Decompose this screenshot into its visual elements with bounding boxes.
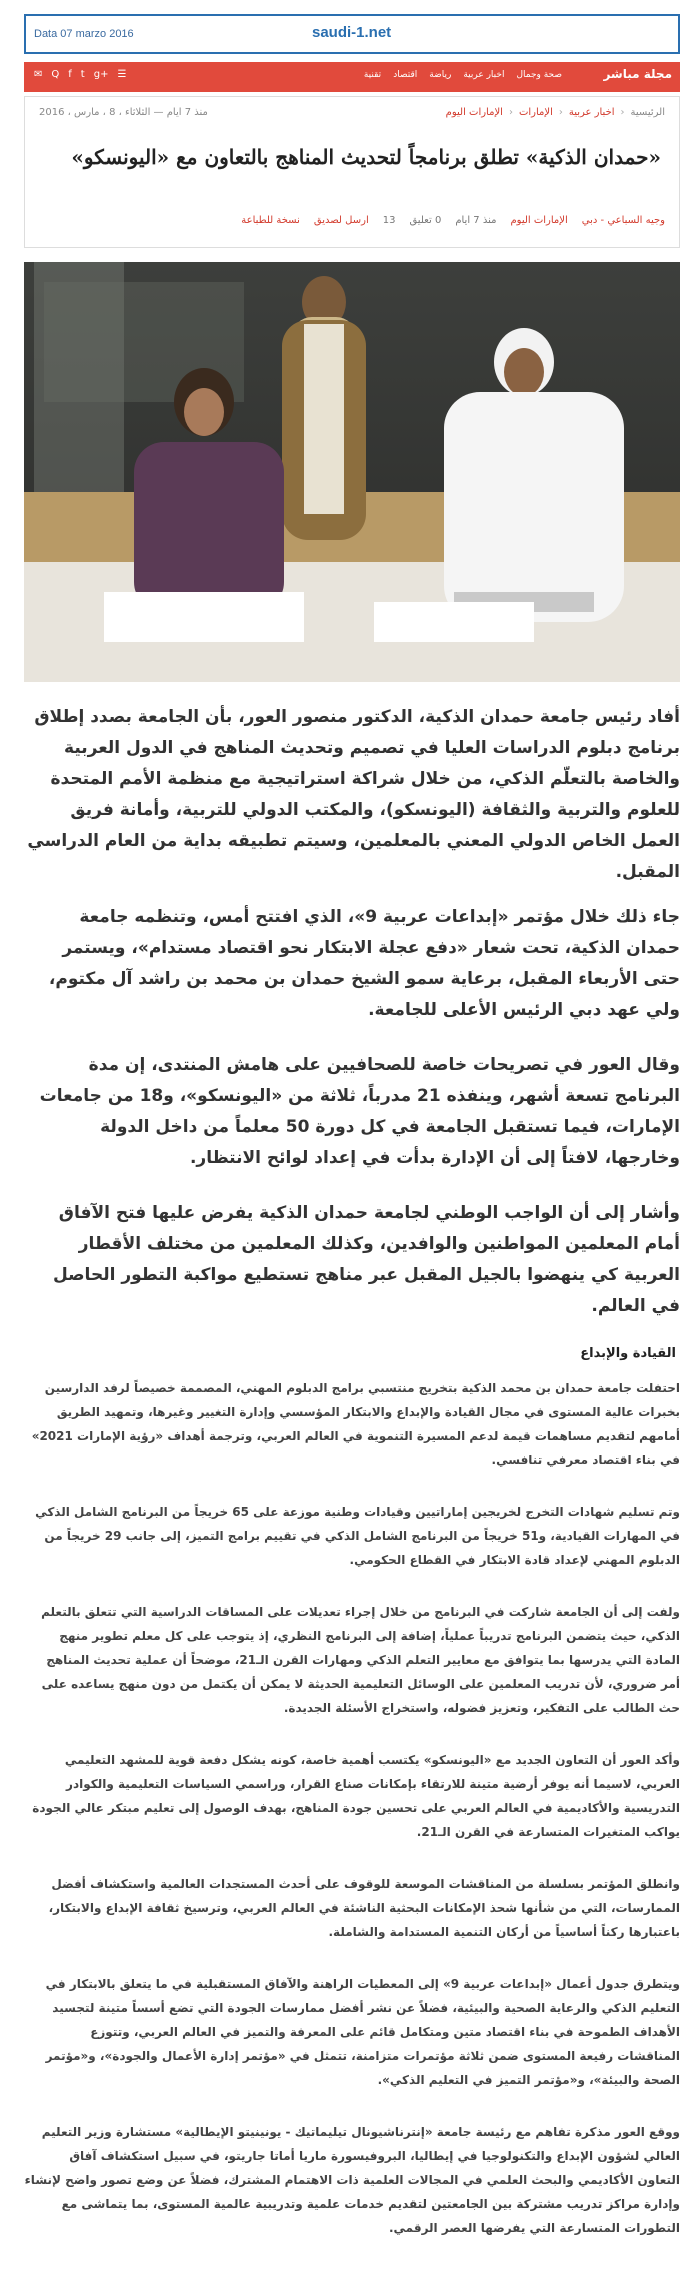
nav-item-arab-news[interactable]: اخبار عربية (463, 70, 505, 80)
article-paragraph: أفاد رئيس جامعة حمدان الذكية، الدكتور منصور العور، بأن الجامعة بصدد إطلاق برنامج دبلوم الدراسات العليا في تصميم وتحديث المناهج في الدول العربية والخاصة بالتعلّم الذكي، من خلال شراكة استراتيجية مع منظمة الأمم المتحدة للعلوم والتربية والثقافة (اليونسكو)، والمكتب الدولي للتربية، وأمانة فريق العمل الخاص الدولي المعني بالمعلمين، وسيتم تطبيقه بداية من العام الدراسي المقبل. (27, 707, 680, 882)
nav-item-health[interactable]: صحة وجمال (516, 70, 562, 80)
article-paragraph: وانطلق المؤتمر بسلسلة من المناقشات الموسعة للوقوف على أحدث المستجدات العالمية واستكشاف أفضل الممارسات، التي من شأنها شحذ الإمكانات البحثية الناشئة في العالم العربي، وترسيخ ثقافة الإبداع والابتكار، باعتبارها ركناً أساسياً من أركان التنمية المستدامة والشاملة. (48, 1877, 680, 1939)
nav-item-sports[interactable]: رياضة (429, 70, 452, 80)
time-ago: منذ 7 ايام (455, 215, 497, 226)
article-paragraph: وقال العور في تصريحات خاصة للصحافيين على هامش المنتدى، إن مدة البرنامج تسعة أشهر، وينفذه 21 مدرباً، ثلاثة من «اليونسكو»، و18 من جامعات الإمارات، فيما تستقبل الجامعة في كل دورة 50 معلماً من داخل الدولة وخارجها، لافتاً إلى أن الإدارة بدأت في إعداد لوائح الانتظار. (39, 1055, 680, 1168)
article-paragraph: ووقع العور مذكرة تفاهم مع رئيسة جامعة «إنترناشيونال تيليماتيك - يونينيتو الإيطالية» مستشارة وزير التعليم العالي لشؤون الإبداع والتكنولوجيا في إيطاليا، البروفيسورة ماريا أماتا جاريتو، في سبيل استكشاف آفاق التعاون الأكاديمي والبحث العلمي في المجالات العلمية ذات الاهتمام المشترك، فضلاً عن وضع تصور واضح لإنشاء وإدارة مراكز تدريب مشتركة بين الجامعتين لتقديم خدمات علمية وتدريبية عالمية المستوى، بما يتماشى مع التطورات المتسارعة التي يفرضها العصر الرقمي. (24, 2125, 680, 2235)
google-plus-icon[interactable]: g+ (93, 69, 109, 80)
article-paragraph: ويتطرق جدول أعمال «إبداعات عربية 9» إلى المعطيات الراهنة والآفاق المستقبلية في ما يتعلق بالابتكار في التعليم الذكي والرعاية الصحية والبيئية، فضلاً عن نشر أفضل ممارسات الجودة التي تضع أسساً متينة لتجسيد الأهداف الطموحة في بناء اقتصاد متين ومتكامل قائم على المعرفة والتميز في العالم العربي، وتتوزع المناقشات رفيعة المستوى ضمن ثلاثة مؤتمرات متزامنة، تتمثل في «مؤتمر إدارة الأعمال والجودة»، و«مؤتمر الصحة والبيئة»، و«مؤتمر التميز في التعليم الذكي». (45, 1977, 680, 2087)
category-link[interactable]: الإمارات اليوم (510, 215, 568, 226)
facebook-icon[interactable]: f (68, 69, 72, 80)
article-photo (24, 262, 680, 682)
mail-icon[interactable]: ✉ (34, 69, 43, 80)
article-paragraph: وتم تسليم شهادات التخرج لخريجين إماراتيين وقيادات وطنية موزعة على 65 خريجاً من البرنامج الشامل الذكي في المهارات القيادية، و51 خريجاً من البرنامج الشامل الذكي في تقييم برامج التميز، إلى جانب 29 خريجاً من الدبلوم المهني لإعداد قادة الابتكار في القطاع الحكومي. (35, 1505, 680, 1567)
article-header-card (24, 96, 680, 248)
article-paragraph: وأكد العور أن التعاون الجديد مع «اليونسكو» يكتسب أهمية خاصة، كونه يشكل دفعة قوية للمشهد التعليمي العربي، لاسيما أنه يوفر أرضية متينة للارتقاء بإمكانات صناع القرار، وراسمي السياسات التعليمية والكوادر التدريسية والأكاديمية في العالم العربي على تحسين جودة المناهج، بهدف الوصول إلى تعليم مبتكر عالي الجودة يواكب المتغيرات المتسارعة في القرن الـ21. (32, 1753, 680, 1839)
nav-menu (364, 70, 562, 80)
top-date-bar (24, 14, 680, 54)
print-link[interactable]: نسخة للطباعة (241, 215, 300, 226)
article-paragraph: جاء ذلك خلال مؤتمر «إبداعات عربية 9»، الذي افتتح أمس، وتنظمه جامعة حمدان الذكية، تحت شعار «دفع عجلة الابتكار نحو اقتصاد مستدام»، ويستمر حتى الأربعاء المقبل، برعاية سمو الشيخ حمدان بن محمد بن راشد آل مكتوم، ولي عهد دبي الرئيس الأعلى للجامعة. (48, 907, 680, 1020)
send-to-friend-link[interactable]: ارسل لصديق (313, 215, 369, 226)
article-paragraph: ولفت إلى أن الجامعة شاركت في البرنامج من خلال إجراء تعديلات على المساقات الدراسية التي تتعلق بالتعلم الذكي، حيث يتضمن البرنامج تدريباً عملياً، إضافة إلى البرنامج النظري، إذ يتوجب على كل معلم تطوير منهج المادة التي يدرسها بما يتوافق مع معايير التعلم الذكي ومهارات القرن الـ21، موضحاً أن عملية تحديث المناهج أمر ضروري، لأن تدريب المعلمين على الوسائل التعليمية الحديثة لا يمكن أن يكتمل من دون منهج يساعده على حث الطالب على التفكير، وتعزيز فضوله، واستخراج الأسئلة الجديدة. (41, 1605, 680, 1715)
comments-count[interactable]: 0 تعليق (409, 215, 442, 226)
breadcrumb-separator: ‹ (558, 107, 563, 118)
article-paragraph: وأشار إلى أن الواجب الوطني لجامعة حمدان الذكية يفرض عليها فتح الآفاق أمام المعلمين المواطنين والوافدين، وكذلك المعلمين من مختلف الأقطار العربية كي ينهضوا بالجيل المقبل عبر مناهج تستطيع مواكبة التطور الحاصل في العالم. (52, 1203, 680, 1316)
breadcrumb-home[interactable]: الرئيسية (630, 107, 665, 118)
menu-icon[interactable]: ☰ (117, 69, 127, 80)
breadcrumb-emirates-today[interactable]: الإمارات اليوم (445, 107, 503, 118)
nav-tools (34, 69, 126, 80)
site-name[interactable]: saudi-1.net (312, 24, 392, 41)
main-navbar (24, 62, 680, 92)
current-date: Data 07 marzo 2016 (34, 28, 134, 40)
nav-item-economy[interactable]: اقتصاد (393, 70, 418, 80)
breadcrumb-emirates[interactable]: الإمارات (518, 107, 553, 118)
article-paragraph: احتفلت جامعة حمدان بن محمد الذكية بتخريج منتسبي برامج الدبلوم المهني، المصممة خصيصاً لرفد الدارسين بخبرات عالية المستوى في مجال القيادة والإبداع والابتكار المؤسسي وإدارة التغيير وغيرها، وتمهيد الطريق أمامهم لتقديم مساهمات قيمة لدعم المسيرة التنموية في العالم العربي، وترجمة أهداف «رؤية الإمارات 2021» في بناء اقتصاد معرفي تنافسي. (31, 1381, 680, 1467)
section-heading: القيادة والإبداع (580, 1346, 676, 1361)
search-icon[interactable]: Q (51, 69, 60, 80)
site-logo[interactable]: مجلة مباشر (603, 67, 672, 81)
breadcrumb (446, 107, 665, 118)
twitter-icon[interactable]: t (80, 69, 85, 80)
breadcrumb-arab-news[interactable]: اخبار عربية (568, 107, 615, 118)
views-count: 13 (382, 215, 396, 226)
article-date: منذ 7 ايام — الثلاثاء ، 8 ، مارس ، 2016 (39, 107, 208, 118)
author-link[interactable]: وجيه السباعي - دبي (581, 215, 665, 226)
breadcrumb-separator: ‹ (508, 107, 513, 118)
breadcrumb-separator: ‹ (620, 107, 625, 118)
article-meta (241, 215, 665, 226)
nav-item-tech[interactable]: تقنية (363, 70, 382, 80)
article-title: «حمدان الذكية» تطلق برنامجاً لتحديث المناهج بالتعاون مع «اليونسكو» (71, 145, 661, 169)
